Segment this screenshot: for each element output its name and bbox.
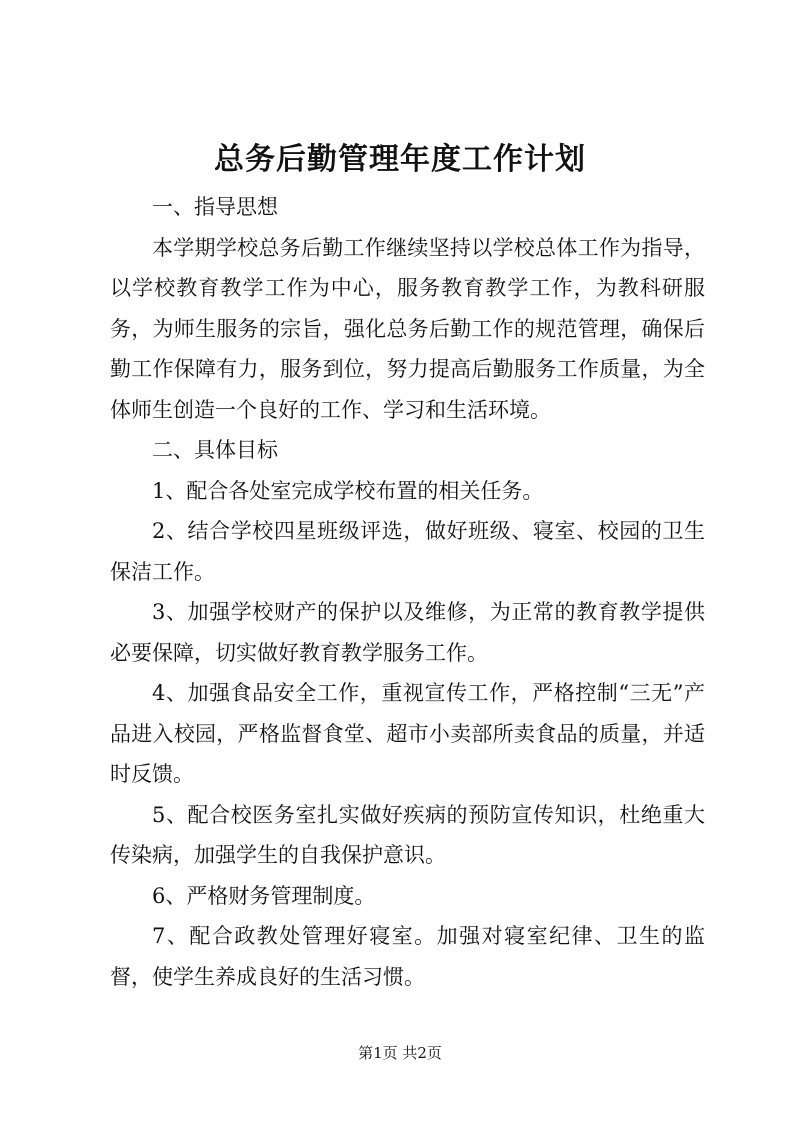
goal-item-4: 4、加强食品安全工作，重视宣传工作，严格控制“三无”产品进入校园，严格监督食堂、超市小卖部所卖食品的质量，并适时反馈。 xyxy=(110,681,705,786)
document-title: 总务后勤管理年度工作计划 xyxy=(214,142,586,177)
document-body xyxy=(110,187,705,997)
heading-guiding-ideology: 一、指导思想 xyxy=(152,195,278,219)
heading-specific-goals: 二、具体目标 xyxy=(152,438,278,462)
goal-item-6: 6、严格财务管理制度。 xyxy=(152,883,376,908)
goal-item-2: 2、结合学校四星班级评选，做好班级、寝室、校园的卫生保洁工作。 xyxy=(110,519,705,584)
goal-item-3: 3、加强学校财产的保护以及维修，为正常的教育教学提供必要保障，切实做好教育教学服务工作。 xyxy=(110,600,705,665)
page-footer: 第1页 共2页 xyxy=(358,1044,442,1062)
goal-item-5: 5、配合校医务室扎实做好疾病的预防宣传知识，杜绝重大传染病，加强学生的自我保护意识。 xyxy=(110,802,705,867)
goal-item-1: 1、配合各处室完成学校布置的相关任务。 xyxy=(152,478,544,503)
goal-item-7: 7、配合政教处管理好寝室。加强对寝室纪律、卫生的监督，使学生养成良好的生活习惯。 xyxy=(110,924,705,989)
paragraph-guiding-ideology: 本学期学校总务后勤工作继续坚持以学校总体工作为指导，以学校教育教学工作为中心，服务教育教学工作，为教科研服务，为师生服务的宗旨，强化总务后勤工作的规范管理，确保后勤工作保障有力，服务到位，努力提高后勤服务工作质量，为全体师生创造一个良好的工作、学习和生活环境。 xyxy=(110,235,705,422)
